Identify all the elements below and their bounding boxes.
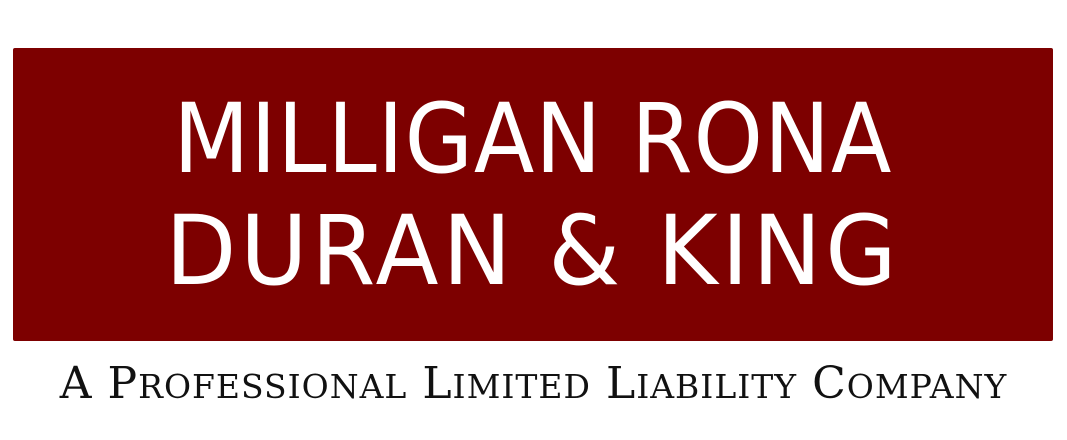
firm-name-line-1: MILLIGAN RONA	[173, 82, 893, 195]
firm-name-banner	[13, 48, 1053, 341]
tagline: A PROFESSIONAL LIMITED LIABILITY COMPANY	[59, 358, 1008, 409]
firm-name-line-2: DURAN & KING	[165, 194, 901, 307]
